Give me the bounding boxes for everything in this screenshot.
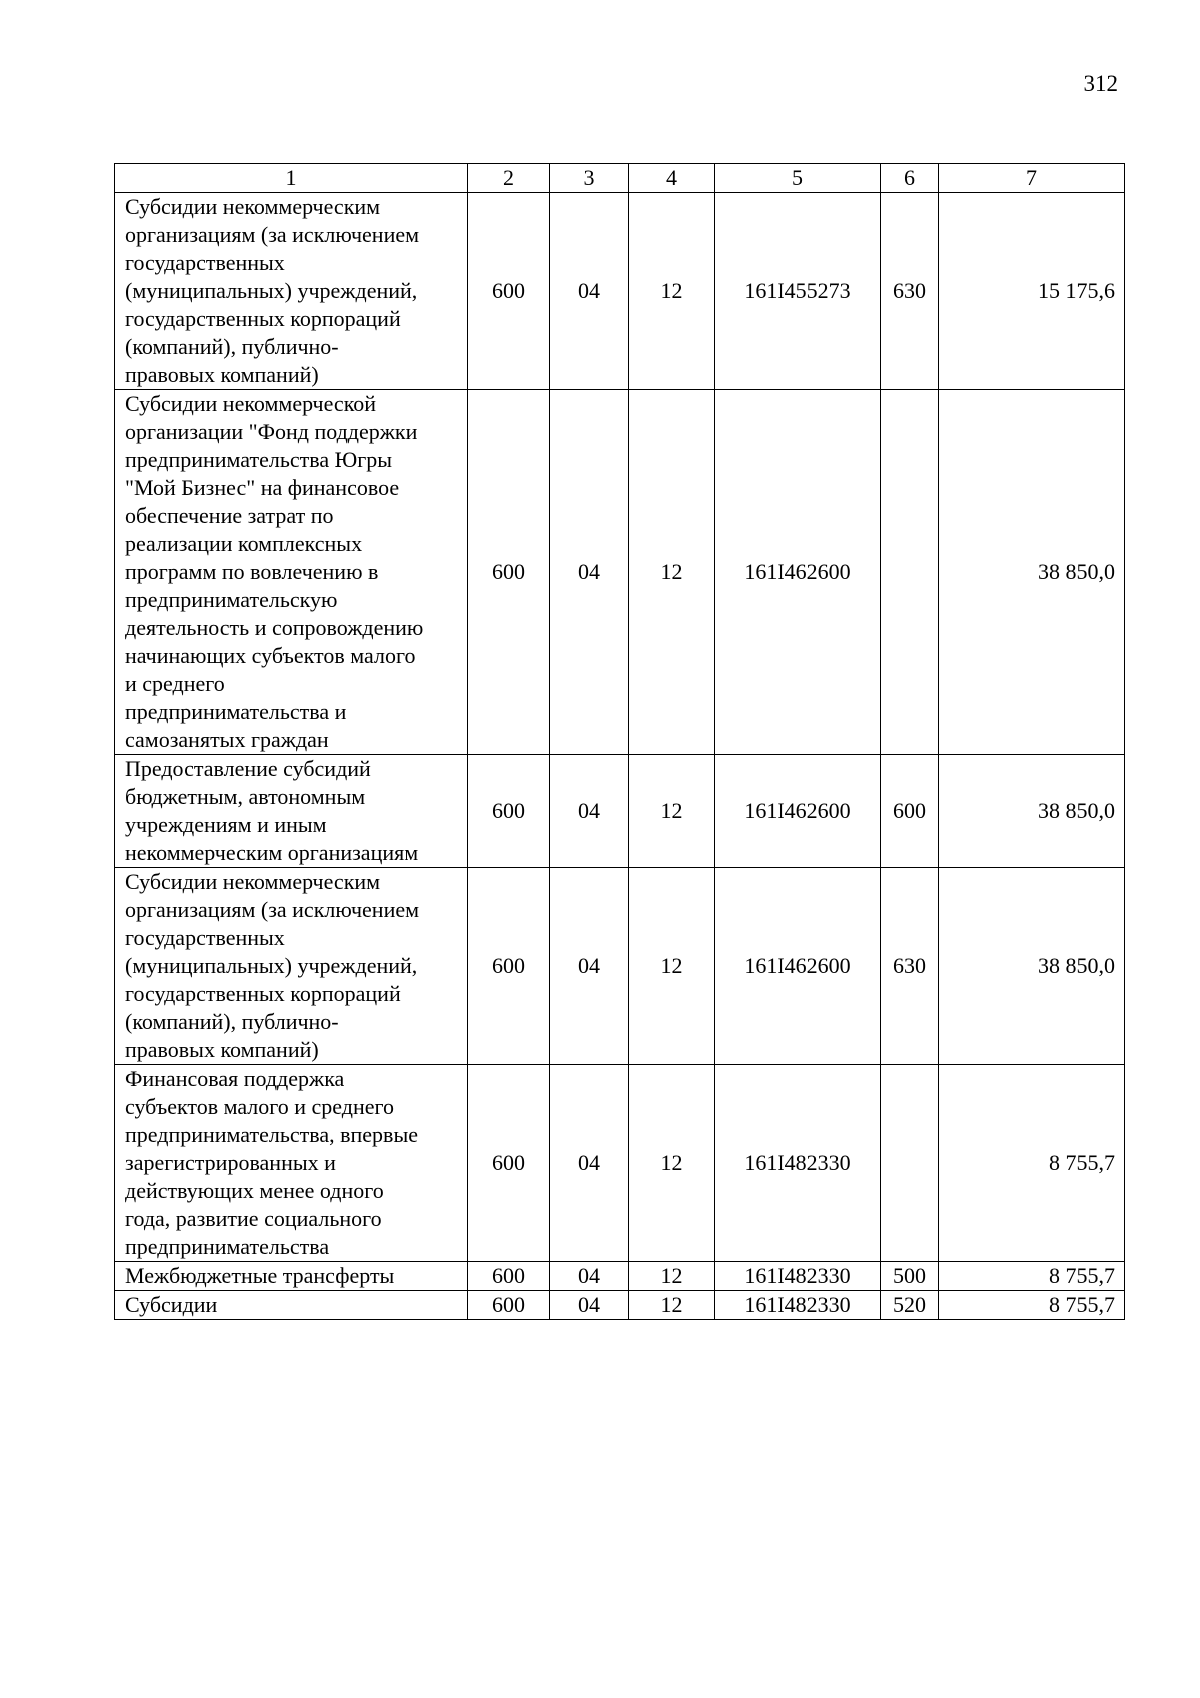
header-cell: 3 <box>550 164 629 193</box>
cell-col2: 600 <box>468 1262 550 1291</box>
cell-col4: 12 <box>629 868 715 1065</box>
cell-col3: 04 <box>550 1262 629 1291</box>
cell-col3: 04 <box>550 755 629 868</box>
cell-col5: 161I482330 <box>715 1262 881 1291</box>
header-cell: 4 <box>629 164 715 193</box>
row-name: Субсидии <box>115 1291 468 1320</box>
page-number: 312 <box>1083 71 1118 96</box>
table-row <box>115 755 1125 868</box>
header-cell: 1 <box>115 164 468 193</box>
cell-col5: 161I482330 <box>715 1291 881 1320</box>
cell-col4: 12 <box>629 193 715 390</box>
cell-col4: 12 <box>629 1262 715 1291</box>
cell-col3: 04 <box>550 193 629 390</box>
cell-col6: 630 <box>881 193 939 390</box>
row-name: Предоставление субсидий бюджетным, автономным учреждениям и иным некоммерческим организациям <box>115 755 468 868</box>
cell-col3: 04 <box>550 1065 629 1262</box>
row-name: Субсидии некоммерческим организациям (за исключением государственных (муниципальных) учреждений, государственных корпораций (компаний), публично- правовых компаний) <box>115 868 468 1065</box>
cell-col7: 8 755,7 <box>939 1262 1125 1291</box>
cell-col5: 161I455273 <box>715 193 881 390</box>
cell-col3: 04 <box>550 390 629 755</box>
cell-col4: 12 <box>629 1065 715 1262</box>
cell-col7: 38 850,0 <box>939 390 1125 755</box>
cell-col5: 161I462600 <box>715 390 881 755</box>
cell-col6: 520 <box>881 1291 939 1320</box>
cell-col4: 12 <box>629 390 715 755</box>
header-row <box>115 164 1125 193</box>
table-row <box>115 1262 1125 1291</box>
cell-col4: 12 <box>629 1291 715 1320</box>
row-name: Субсидии некоммерческой организации "Фонд поддержки предпринимательства Югры "Мой Бизнес" на финансовое обеспечение затрат по реализации комплексных программ по вовлечению в предпринимательскую деятельность и сопровождению начинающих субъектов малого и среднего предпринимательства и самозанятых граждан <box>115 390 468 755</box>
cell-col4: 12 <box>629 755 715 868</box>
cell-col6 <box>881 390 939 755</box>
row-name: Финансовая поддержка субъектов малого и среднего предпринимательства, впервые зарегистрированных и действующих менее одного года, развитие социального предпринимательства <box>115 1065 468 1262</box>
budget-table <box>114 163 1125 1320</box>
table-row <box>115 1291 1125 1320</box>
cell-col6: 630 <box>881 868 939 1065</box>
row-name: Субсидии некоммерческим организациям (за исключением государственных (муниципальных) учреждений, государственных корпораций (компаний), публично- правовых компаний) <box>115 193 468 390</box>
cell-col5: 161I482330 <box>715 1065 881 1262</box>
cell-col2: 600 <box>468 868 550 1065</box>
cell-col3: 04 <box>550 868 629 1065</box>
cell-col7: 8 755,7 <box>939 1065 1125 1262</box>
cell-col6 <box>881 1065 939 1262</box>
table-row <box>115 868 1125 1065</box>
cell-col5: 161I462600 <box>715 868 881 1065</box>
header-cell: 7 <box>939 164 1125 193</box>
cell-col3: 04 <box>550 1291 629 1320</box>
table-row <box>115 193 1125 390</box>
cell-col7: 38 850,0 <box>939 868 1125 1065</box>
cell-col2: 600 <box>468 755 550 868</box>
cell-col2: 600 <box>468 1291 550 1320</box>
header-cell: 5 <box>715 164 881 193</box>
table-row <box>115 1065 1125 1262</box>
header-cell: 6 <box>881 164 939 193</box>
cell-col7: 38 850,0 <box>939 755 1125 868</box>
cell-col5: 161I462600 <box>715 755 881 868</box>
cell-col2: 600 <box>468 1065 550 1262</box>
cell-col2: 600 <box>468 390 550 755</box>
cell-col7: 15 175,6 <box>939 193 1125 390</box>
cell-col7: 8 755,7 <box>939 1291 1125 1320</box>
row-name: Межбюджетные трансферты <box>115 1262 468 1291</box>
cell-col6: 600 <box>881 755 939 868</box>
table-row <box>115 390 1125 755</box>
cell-col2: 600 <box>468 193 550 390</box>
cell-col6: 500 <box>881 1262 939 1291</box>
header-cell: 2 <box>468 164 550 193</box>
